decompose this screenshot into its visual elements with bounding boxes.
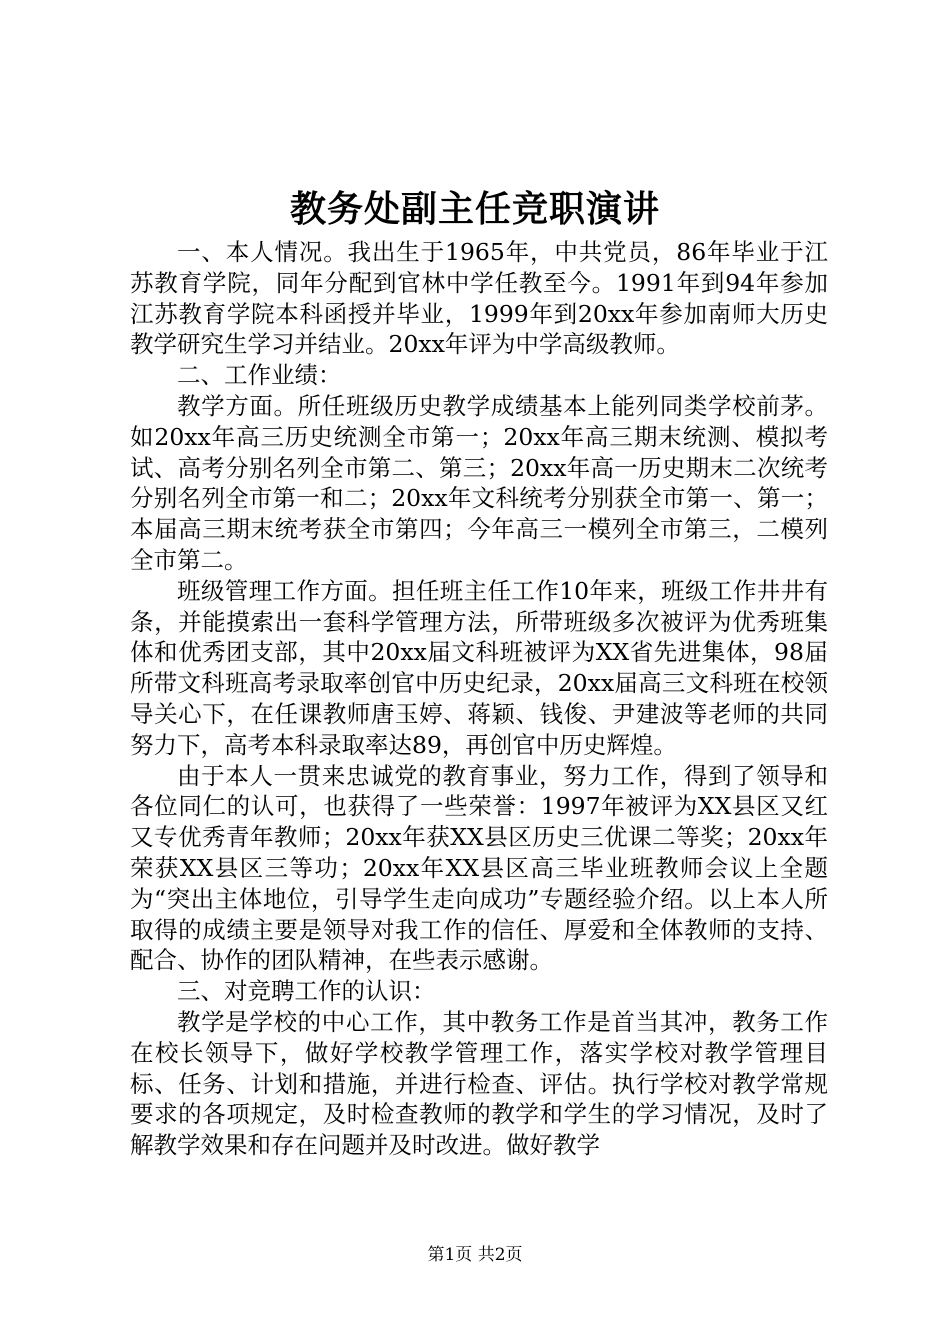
document-title: 教务处副主任竞职演讲: [289, 188, 660, 230]
heading-work-achievements: 二、工作业绩：: [177, 361, 342, 390]
paragraph-class-management: 班级管理工作方面。担任班主任工作10年来，班级工作井井有条，并能摸索出一套科学管理方法，所带班级多次被评为优秀班集体和优秀团支部，其中20xx届文科班被评为XX省先进集体，98届所带文科班高考录取率创官中历史纪录，20xx届高三文科班在校领导关心下，在任课教师唐玉婷、蒋颖、钱俊、尹建波等老师的共同努力下，高考本科录取率达89，再创官中历史辉煌。: [130, 576, 828, 759]
paragraph-academic-affairs: 教学是学校的中心工作，其中教务工作是首当其冲，教务工作在校长领导下，做好学校教学管理工作，落实学校对教学管理目标、任务、计划和措施，并进行检查、评估。执行学校对教学常规要求的各项规定，及时检查教师的教学和学生的学习情况，及时了解教学效果和存在问题并及时改进。做好教学: [130, 1007, 828, 1160]
page-footer: 第1页 共2页: [427, 1245, 523, 1265]
paragraph-personal-info: 一、本人情况。我出生于1965年，中共党员，86年毕业于江苏教育学院，同年分配到官林中学任教至今。1991年到94年参加江苏教育学院本科函授并毕业，1999年到20xx年参加南师大历史教学研究生学习并结业。20xx年评为中学高级教师。: [130, 238, 828, 359]
document-body: [130, 237, 828, 1161]
heading-understanding: 三、对竞聘工作的认识：: [177, 977, 436, 1006]
paragraph-honors: 由于本人一贯来忠诚党的教育事业，努力工作，得到了领导和各位同仁的认可，也获得了一些荣誉：1997年被评为XX县区又红又专优秀青年教师；20xx年获XX县区历史三优课二等奖；20xx年荣获XX县区三等功；20xx年XX县区高三毕业班教师会议上全题为“突出主体地位，引导学生走向成功”专题经验介绍。以上本人所取得的成绩主要是领导对我工作的信任、厚爱和全体教师的支持、配合、协作的团队精神，在些表示感谢。: [130, 761, 828, 975]
paragraph-teaching: 教学方面。所任班级历史教学成绩基本上能列同类学校前茅。如20xx年高三历史统测全市第一；20xx年高三期末统测、模拟考试、高考分别名列全市第二、第三；20xx年高一历史期末二次统考分别名列全市第一和二；20xx年文科统考分别获全市第一、第一；本届高三期末统考获全市第四；今年高三一模列全市第三，二模列全市第二。: [130, 391, 828, 574]
